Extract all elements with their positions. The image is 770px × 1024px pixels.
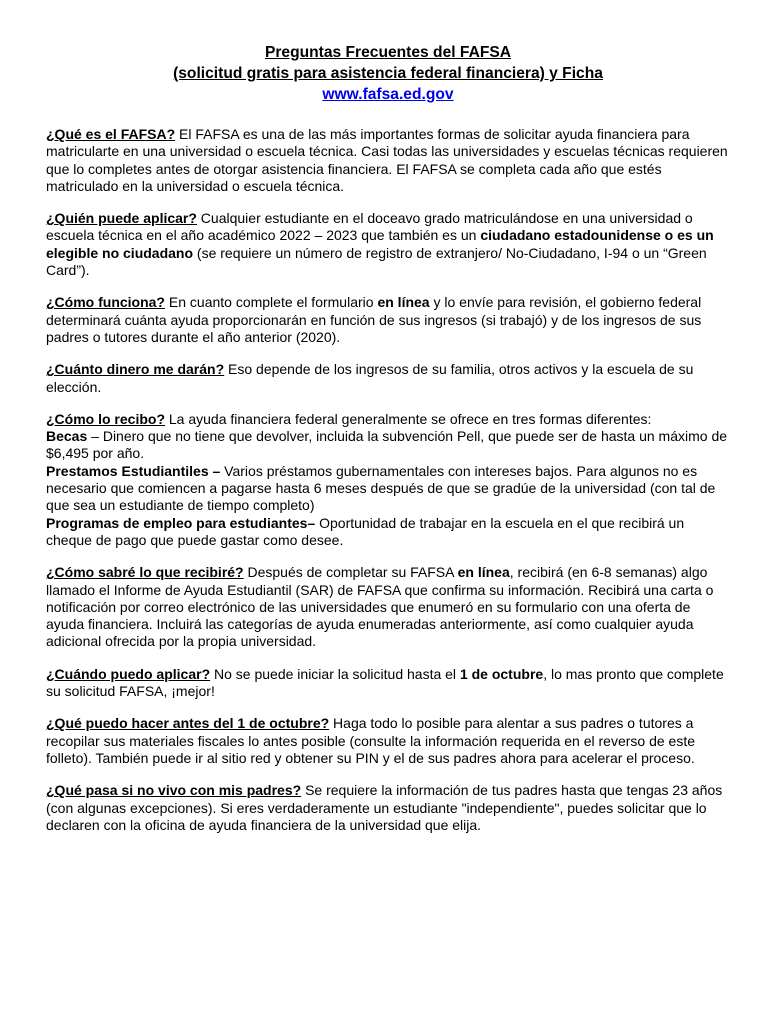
faq-answer: Cualquier estudiante en el doceavo grado matriculándose en una universidad o escuela técnica en el año académico 2022 – 2023 que también es un bbox=[46, 210, 693, 244]
aid-type-description: Varios préstamos gubernamentales con intereses bajos. Para algunos no es necesario que comiencen a pagarse hasta 6 meses después de que se gradúe de la universidad (con tal de que sea un estudiante de tiempo completo) bbox=[46, 462, 716, 514]
faq-question: ¿Cómo lo recibo? bbox=[46, 410, 165, 427]
document-header bbox=[46, 42, 730, 105]
faq-answer-emphasis: en línea bbox=[457, 564, 510, 581]
faq-answer: Haga todo lo posible para alentar a sus padres o tutores a recopilar sus materiales fiscales lo antes posible (consulte la información requerida en el reverso de este folleto). También puede ir al sitio red y obtener su PIN y el de sus padres ahora para acelerar el proceso. bbox=[46, 715, 695, 766]
aid-type-label: Programas de empleo para estudiantes– bbox=[46, 514, 316, 531]
page-subtitle: (solicitud gratis para asistencia federal financiera) y Ficha bbox=[173, 65, 603, 82]
faq-como-recibo bbox=[46, 411, 730, 549]
fafsa-website-link[interactable]: www.fafsa.ed.gov bbox=[322, 86, 454, 103]
faq-que-es bbox=[46, 126, 730, 195]
faq-question: ¿Qué pasa si no vivo con mis padres? bbox=[46, 782, 302, 799]
faq-answer: El FAFSA es una de las más importantes formas de solicitar ayuda financiera para matricularte en una universidad o escuela técnica. Casi todas las universidades y escuelas técnicas requieren que lo completes antes de otorgar asistencia financiera. El FAFSA se completa cada año que estés matriculado en la universidad o escuela técnica. bbox=[46, 126, 728, 194]
faq-answer-emphasis: ciudadano estadounidense o es un elegible no ciudadano bbox=[46, 227, 714, 261]
faq-quien bbox=[46, 210, 730, 279]
faq-como-funciona bbox=[46, 294, 730, 346]
faq-question: ¿Quién puede aplicar? bbox=[46, 210, 197, 227]
aid-type-description: – Dinero que no tiene que devolver, incluida la subvención Pell, que puede ser de hasta un máximo de $6,495 por año. bbox=[46, 428, 728, 462]
faq-question: ¿Qué puedo hacer antes del 1 de octubre? bbox=[46, 715, 330, 732]
faq-como-sabre bbox=[46, 564, 730, 650]
faq-answer: , recibirá (en 6-8 semanas) algo llamado el Informe de Ayuda Estudiantil (SAR) de FAFSA que confirma su información. Recibirá una carta o notificación por correo electrónico de las universidades que enumeró en su formulario con una oferta de ayuda financiera. Incluirá las categorías de ayuda enumeradas anteriormente, así como cualquier ayuda adicional ofrecida por la propia universidad. bbox=[46, 564, 714, 650]
faq-question: ¿Qué es el FAFSA? bbox=[46, 126, 176, 142]
faq-answer: La ayuda financiera federal generalmente se ofrece en tres formas diferentes: bbox=[165, 410, 652, 427]
faq-answer: No se puede iniciar la solicitud hasta el bbox=[210, 665, 460, 682]
faq-no-vivo bbox=[46, 782, 730, 834]
faq-question: ¿Cómo funciona? bbox=[46, 294, 165, 311]
faq-answer: Se requiere la información de tus padres hasta que tengas 23 años (con algunas excepciones). Si eres verdaderamente un estudiante "independiente", puedes solicitar que lo declaren con la oficina de ayuda financiera de la universidad que elija. bbox=[46, 782, 723, 833]
aid-type-description: Oportunidad de trabajar en la escuela en el que recibirá un cheque de pago que puede gastar como desee. bbox=[46, 514, 685, 548]
faq-answer: En cuanto complete el formulario bbox=[165, 294, 378, 311]
faq-cuando bbox=[46, 666, 730, 701]
faq-answer-emphasis: 1 de octubre bbox=[459, 665, 544, 682]
aid-type-label: Prestamos Estudiantiles – bbox=[46, 462, 221, 479]
faq-question: ¿Cuándo puedo aplicar? bbox=[46, 665, 211, 682]
faq-answer-emphasis: en línea bbox=[377, 294, 430, 311]
faq-answer: (se requiere un número de registro de extranjero/ No-Ciudadano, I-94 o un “Green Card”). bbox=[46, 244, 707, 279]
faq-cuanto bbox=[46, 361, 730, 396]
faq-antes bbox=[46, 715, 730, 767]
faq-question: ¿Cuánto dinero me darán? bbox=[46, 361, 225, 378]
faq-answer: y lo envíe para revisión, el gobierno federal determinará cuánta ayuda proporcionarán en función de sus ingresos (si trabajó) y de los ingresos de sus padres o tutores durante el año anterior (2020). bbox=[46, 294, 702, 345]
faq-question: ¿Cómo sabré lo que recibiré? bbox=[46, 564, 244, 581]
aid-type-label: Becas bbox=[46, 428, 88, 445]
document-page bbox=[46, 42, 730, 849]
faq-answer: Eso depende de los ingresos de su familia, otros activos y la escuela de su elección. bbox=[46, 361, 694, 395]
faq-answer: , lo mas pronto que complete su solicitud FAFSA, ¡mejor! bbox=[46, 665, 724, 700]
faq-answer: Después de completar su FAFSA bbox=[243, 564, 458, 581]
page-title: Preguntas Frecuentes del FAFSA bbox=[264, 44, 512, 61]
